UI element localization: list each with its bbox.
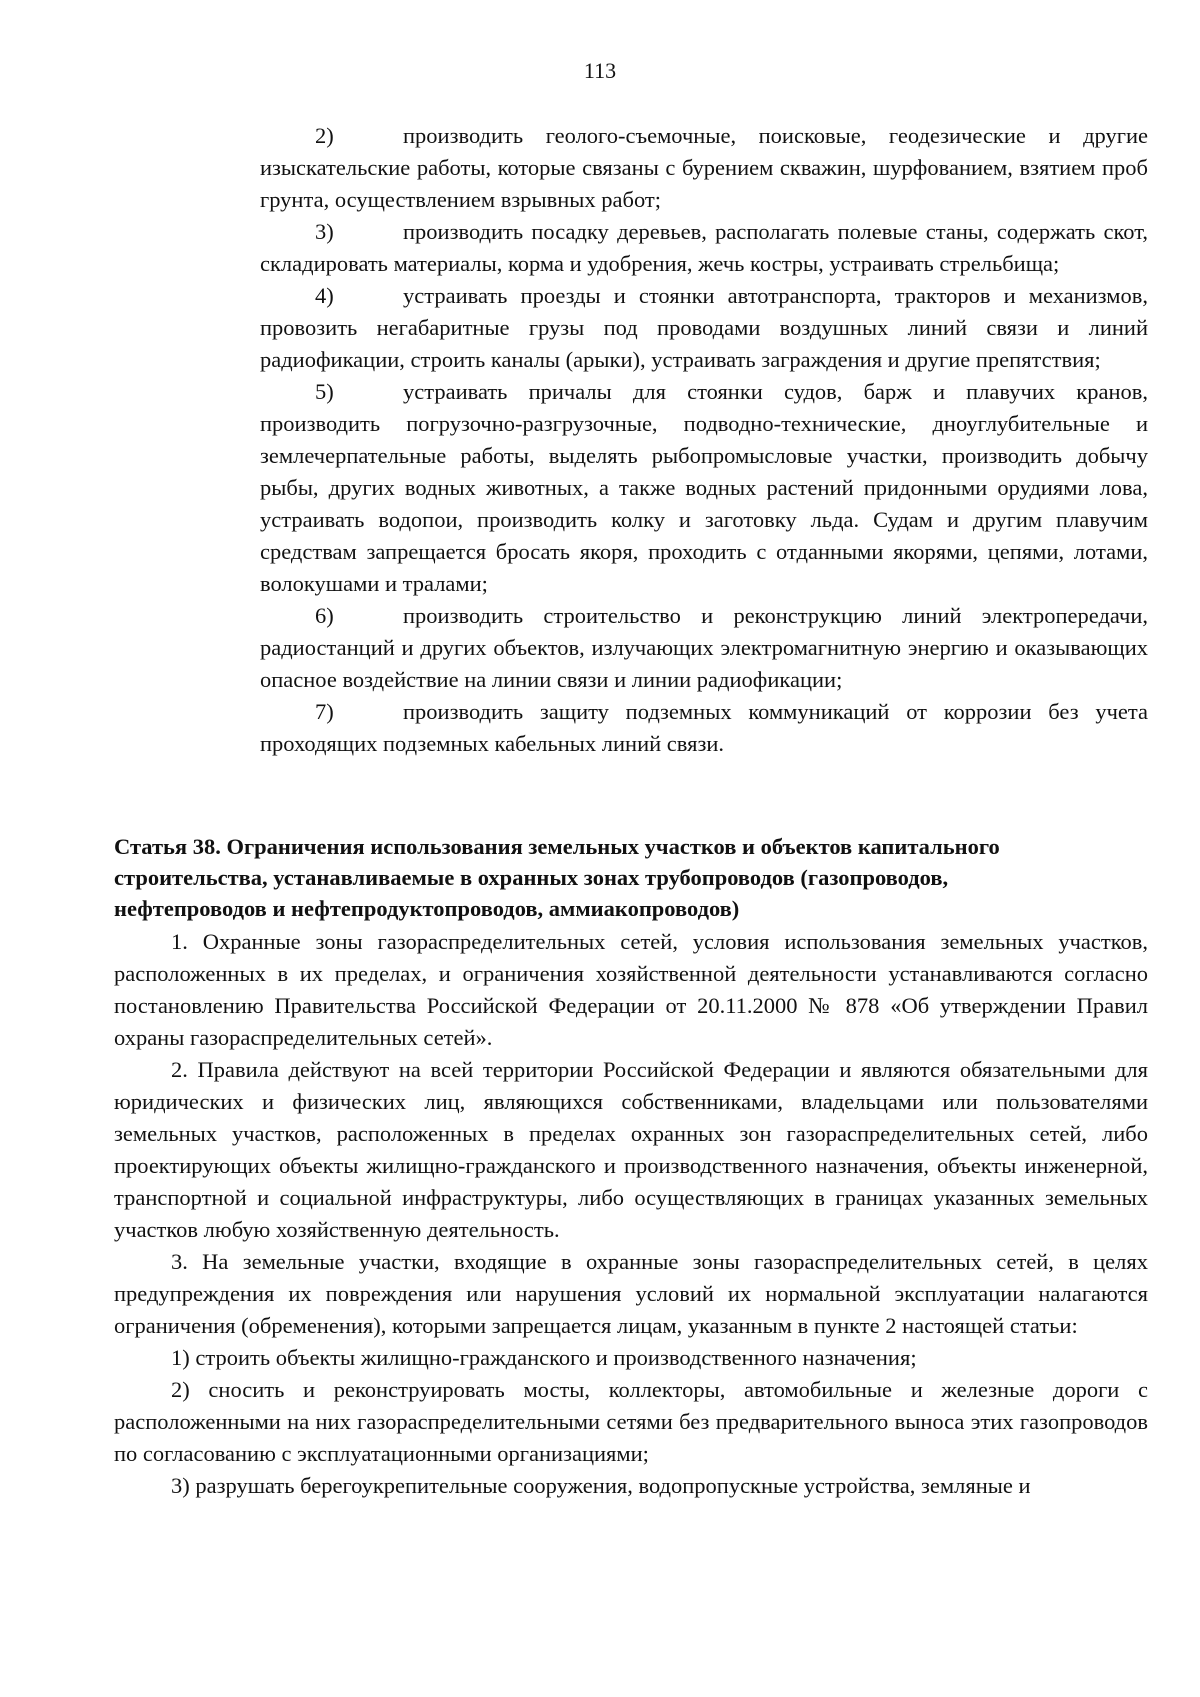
- list-item-text: производить защиту подземных коммуникаций от коррозии без учета проходящих подземных кабельных линий связи.: [260, 699, 1148, 756]
- article-subitem: 1) строить объекты жилищно-гражданского и производственного назначения;: [171, 1345, 917, 1370]
- list-item: [260, 280, 1148, 376]
- list-item: [260, 216, 1148, 280]
- list-item-number: 3): [315, 219, 334, 244]
- list-item: [260, 696, 1148, 760]
- article-subitem: 2) сносить и реконструировать мосты, коллекторы, автомобильные и железные дороги с расположенными на них газораспределительными сетями без предварительного выноса этих газопроводов по согласованию с эксплуатационными организациями;: [114, 1377, 1148, 1466]
- list-item-text: устраивать проезды и стоянки автотранспорта, тракторов и механизмов, провозить негабаритные грузы под проводами воздушных линий связи и линий радиофикации, строить каналы (арыки), устраивать заграждения и другие препятствия;: [260, 283, 1148, 372]
- article-paragraph: 2. Правила действуют на всей территории Российской Федерации и являются обязательными для юридических и физических лиц, являющихся собственниками, владельцами или пользователями земельных участков, расположенных в пределах охранных зон газораспределительных сетей, либо проектирующих объекты жилищно-гражданского и производственного назначения, объекты инженерной, транспортной и социальной инфраструктуры, либо осуществляющих в границах указанных земельных участков любую хозяйственную деятельность.: [114, 1057, 1148, 1242]
- list-item: [260, 376, 1148, 600]
- article-title: Статья 38. Ограничения использования земельных участков и объектов капитального строительства, устанавливаемые в охранных зонах трубопроводов (газопроводов, нефтепроводов и нефтепродуктопроводов, аммиакопроводов): [114, 834, 1000, 921]
- list-item-text: производить геолого-съемочные, поисковые, геодезические и другие изыскательские работы, которые связаны с бурением скважин, шурфованием, взятием проб грунта, осуществлением взрывных работ;: [260, 123, 1148, 212]
- list-item-number: 2): [315, 123, 334, 148]
- page-number: 113: [583, 58, 617, 83]
- list-item: [260, 120, 1148, 216]
- list-item-number: 7): [315, 699, 334, 724]
- list-item: [260, 600, 1148, 696]
- list-item-text: производить посадку деревьев, располагать полевые станы, содержать скот, складировать материалы, корма и удобрения, жечь костры, устраивать стрельбища;: [260, 219, 1148, 276]
- article-paragraph: 1. Охранные зоны газораспределительных сетей, условия использования земельных участков, расположенных в их пределах, и ограничения хозяйственной деятельности устанавливаются согласно постановлению Правительства Российской Федерации от 20.11.2000 № 878 «Об утверждении Правил охраны газораспределительных сетей».: [114, 929, 1148, 1050]
- list-item-number: 4): [315, 283, 334, 308]
- list-item-number: 5): [315, 379, 334, 404]
- article-paragraph: 3. На земельные участки, входящие в охранные зоны газораспределительных сетей, в целях предупреждения их повреждения или нарушения условий их нормальной эксплуатации налагаются ограничения (обременения), которыми запрещается лицам, указанным в пункте 2 настоящей статьи:: [114, 1249, 1148, 1338]
- article-section: [114, 831, 1148, 1502]
- restrictions-list: [260, 120, 1148, 760]
- list-item-text: устраивать причалы для стоянки судов, барж и плавучих кранов, производить погрузочно-разгрузочные, подводно-технические, дноуглубительные и землечерпательные работы, выделять рыбопромысловые участки, производить добычу рыбы, других водных животных, а также водных растений придонными орудиями лова, устраивать водопои, производить колку и заготовку льда. Судам и другим плавучим средствам запрещается бросать якоря, проходить с отданными якорями, цепями, лотами, волокушами и тралами;: [260, 379, 1148, 596]
- article-subitem: 3) разрушать берегоукрепительные сооружения, водопропускные устройства, земляные и: [171, 1473, 1031, 1498]
- list-item-number: 6): [315, 603, 334, 628]
- list-item-text: производить строительство и реконструкцию линий электропередачи, радиостанций и других объектов, излучающих электромагнитную энергию и оказывающих опасное воздействие на линии связи и линии радиофикации;: [260, 603, 1148, 692]
